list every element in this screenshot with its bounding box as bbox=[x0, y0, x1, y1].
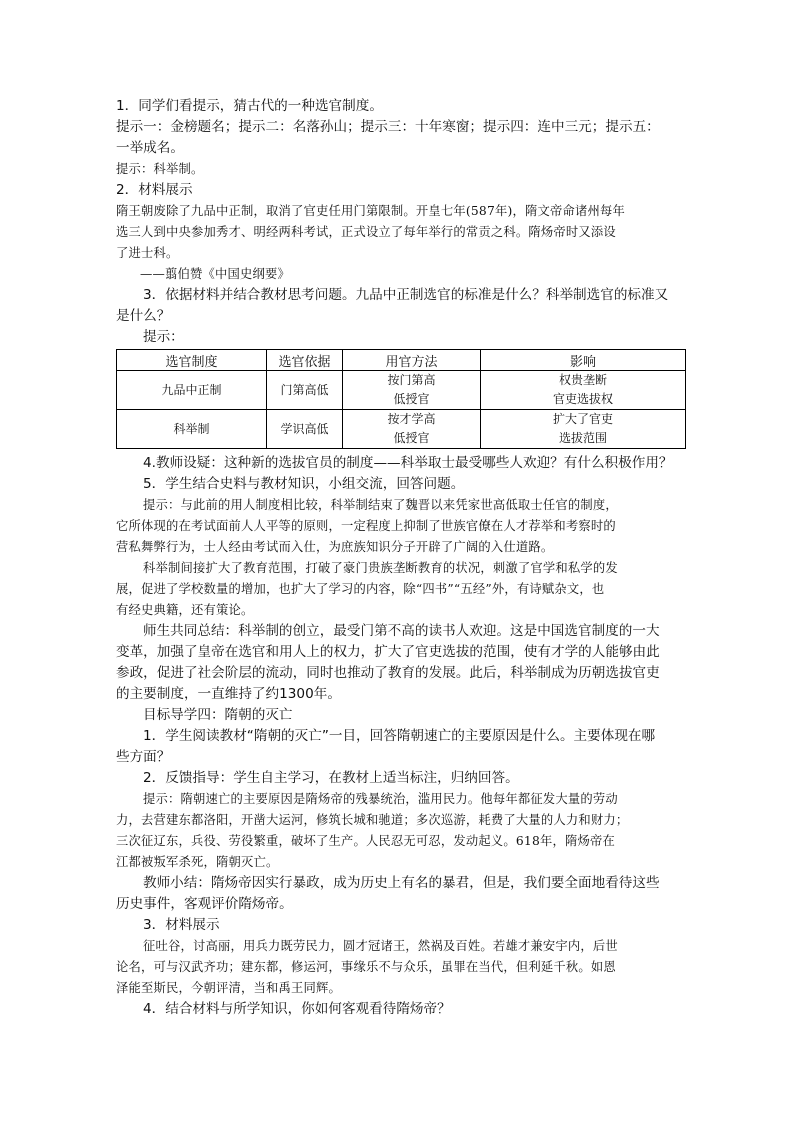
comparison-table bbox=[116, 349, 686, 449]
text-line: 有经史典籍，还有策论。 bbox=[116, 603, 254, 617]
intro-section bbox=[116, 96, 686, 348]
table-cell-impact bbox=[481, 410, 686, 449]
text-line: 泽能至斯民，今朝评清，当和禹王同辉。 bbox=[116, 981, 341, 995]
text-line: 论名，可与汉武齐功；建东都，修运河，事缘乐不与众乐，虽罪在当代，但利延千秋。如恩 bbox=[116, 960, 616, 974]
text-line: 江都被叛军杀死，隋朝灭亡。 bbox=[116, 855, 279, 869]
text-line: 提示： bbox=[143, 329, 184, 345]
text-line: 1．同学们看提示，猜古代的一种选官制度。 bbox=[116, 98, 383, 114]
text-line: 隋王朝废除了九品中正制，取消了官吏任用门第限制。开皇七年(587年)，隋文帝命诸州每年 bbox=[116, 204, 625, 218]
text-line: 4．结合材料与所学知识，你如何客观看待隋炀帝？ bbox=[143, 1001, 451, 1017]
cell-line: 扩大了官吏 bbox=[552, 412, 613, 426]
text-line: 提示：科举制。 bbox=[116, 162, 204, 176]
text-line: 教师小结：隋炀帝因实行暴政，成为历史上有名的暴君，但是，我们要全面地看待这些 bbox=[143, 875, 660, 891]
text-line: 2．反馈指导：学生自主学习，在教材上适当标注，归纳回答。 bbox=[143, 770, 519, 786]
text-line: 科举制间接扩大了教育范围，打破了豪门贵族垄断教育的状况，刺激了官学和私学的发 bbox=[143, 561, 618, 575]
text-line: 选三人到中央参加秀才、明经两科考试，正式设立了每年举行的常贡之科。隋炀帝时又添设 bbox=[116, 225, 616, 239]
cell-line: 按门第高 bbox=[387, 373, 436, 387]
text-line: 提示：与此前的用人制度相比较，科举制结束了魏晋以来凭家世高低取士任官的制度， bbox=[143, 498, 618, 512]
text-line: 的主要制度，一直维持了约1300年。 bbox=[116, 686, 341, 702]
text-line: 一举成名。 bbox=[116, 140, 184, 156]
table-cell-impact bbox=[481, 371, 686, 410]
text-line: ——翦伯赞《中国史纲要》 bbox=[140, 267, 290, 281]
table-header-cell: 选官依据 bbox=[267, 350, 343, 371]
text-line: 3．材料展示 bbox=[143, 917, 220, 933]
document-page bbox=[116, 96, 686, 1020]
cell-line: 选拔范围 bbox=[558, 431, 607, 445]
table-header-row bbox=[117, 350, 686, 371]
text-line: 目标导学四：隋朝的灭亡 bbox=[143, 707, 293, 723]
text-line: 1．学生阅读教材“隋朝的灭亡”一目，回答隋朝速亡的主要原因是什么。主要体现在哪 bbox=[143, 728, 656, 744]
text-line: 是什么？ bbox=[116, 308, 171, 324]
text-line: 历史事件，客观评价隋炀帝。 bbox=[116, 896, 293, 912]
text-line: 征吐谷，讨高丽，用兵力既劳民力，圆才冠诸王，然祸及百姓。若雄才兼安宇内，后世 bbox=[143, 939, 618, 953]
cell-line: 权贵垄断 bbox=[558, 373, 607, 387]
discussion-section bbox=[116, 453, 686, 1020]
text-line: 师生共同总结：科举制的创立，最受门第不高的读书人欢迎。这是中国选官制度的一大 bbox=[143, 623, 660, 639]
text-line: 些方面？ bbox=[116, 749, 171, 765]
cell-line: 官吏选拔权 bbox=[552, 392, 613, 406]
table-cell-basis: 学识高低 bbox=[267, 410, 343, 449]
table-row bbox=[117, 410, 686, 449]
text-line: 营私舞弊行为，士人经由考试而入仕，为庶族知识分子开辟了广阔的入仕道路。 bbox=[116, 540, 554, 554]
table-cell-method bbox=[343, 410, 481, 449]
text-line: 力，去营建东都洛阳，开凿大运河，修筑长城和驰道；多次巡游，耗费了大量的人力和财力； bbox=[116, 813, 629, 827]
table-cell-basis: 门第高低 bbox=[267, 371, 343, 410]
text-line: 4.教师设疑：这种新的选拔官员的制度——科举取士最受哪些人欢迎？有什么积极作用？ bbox=[143, 455, 673, 471]
table-cell-system: 九品中正制 bbox=[117, 371, 267, 410]
table-header-cell: 选官制度 bbox=[117, 350, 267, 371]
text-line: 2．材料展示 bbox=[116, 182, 193, 198]
cell-line: 低授官 bbox=[393, 431, 430, 445]
table-cell-system: 科举制 bbox=[117, 410, 267, 449]
text-line: 提示：隋朝速亡的主要原因是隋炀帝的残暴统治，滥用民力。他每年都征发大量的劳动 bbox=[143, 792, 618, 806]
table-header-cell: 影响 bbox=[481, 350, 686, 371]
text-line: 三次征辽东，兵役、劳役繁重，破坏了生产。人民忍无可忍，发动起义。618年，隋炀帝在 bbox=[116, 834, 615, 848]
cell-line: 按才学高 bbox=[387, 412, 436, 426]
table-cell-method bbox=[343, 371, 481, 410]
text-line: 5．学生结合史料与教材知识，小组交流，回答问题。 bbox=[143, 476, 465, 492]
table-row bbox=[117, 371, 686, 410]
text-line: 变革，加强了皇帝在选官和用人上的权力，扩大了官吏选拔的范围，使有才学的人能够由此 bbox=[116, 644, 660, 660]
text-line: 它所体现的在考试面前人人平等的原则，一定程度上抑制了世族官僚在人才荐举和考察时的 bbox=[116, 519, 616, 533]
text-line: 3．依据材料并结合教材思考问题。九品中正制选官的标准是什么？科举制选官的标准又 bbox=[143, 287, 669, 303]
text-line: 展，促进了学校数量的增加，也扩大了学习的内容，除“四书”“五经”外，有诗赋杂文，也 bbox=[116, 582, 605, 596]
cell-line: 低授官 bbox=[393, 392, 430, 406]
text-line: 提示一：金榜题名；提示二：名落孙山；提示三：十年寒窗；提示四：连中三元；提示五： bbox=[116, 119, 660, 135]
text-line: 参政，促进了社会阶层的流动，同时也推动了教育的发展。此后，科举制成为历朝选拔官吏 bbox=[116, 665, 660, 681]
text-line: 了进士科。 bbox=[116, 246, 179, 260]
table-header-cell: 用官方法 bbox=[343, 350, 481, 371]
